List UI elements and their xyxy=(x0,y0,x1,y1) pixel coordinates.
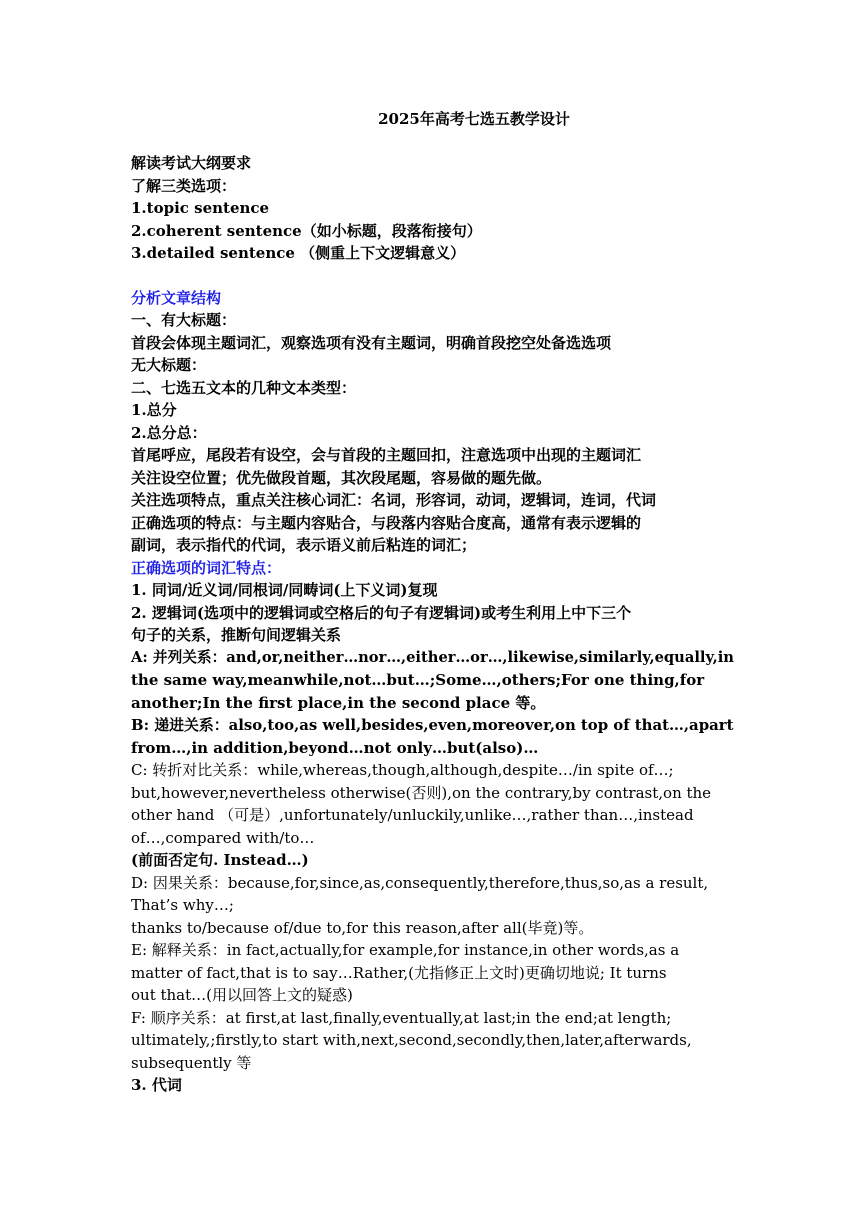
relation-f-line: ultimately,;firstly,to start with,next,second,secondly,then,later,afterwards, xyxy=(131,1031,692,1049)
relation-c-line: of…,compared with/to… xyxy=(131,828,315,847)
relation-e-line: matter of fact,that is to say…Rather,(尤指修正上文时)更确切地说; It turns xyxy=(131,963,667,982)
text-line: 二、七选五文本的几种文本类型： xyxy=(131,378,357,397)
relation-d-line xyxy=(131,872,731,895)
relation-e-line xyxy=(131,939,731,962)
text-line: 2. 逻辑词(选项中的逻辑词或空格后的句子有逻辑词)或考生利用上中下三个 xyxy=(131,603,632,622)
text-line: 1.topic sentence xyxy=(131,199,270,217)
blank-line xyxy=(131,265,731,287)
text-line: 了解三类选项： xyxy=(131,176,237,195)
relation-a-text: and,or,neither…nor…,either…or…,likewise,similarly,equally,in xyxy=(226,648,734,666)
document-title: 2025年高考七选五教学设计 xyxy=(378,110,570,128)
relation-c-line xyxy=(131,759,731,782)
relation-b-line: from…,in addition,beyond…not only…but(also)… xyxy=(131,738,539,757)
relation-c-text: while,whereas,though,although,despite…/in spite of…; xyxy=(257,761,674,779)
relation-d-text: because,for,since,as,consequently,therefore,thus,so,as a result, xyxy=(227,873,709,892)
text-line: 正确选项的特点：与主题内容贴合，与段落内容贴合度高，通常有表示逻辑的 xyxy=(131,513,642,532)
relation-d-label: D: 因果关系： xyxy=(131,873,228,892)
relation-e-label: E: 解释关系： xyxy=(131,941,227,959)
document-body xyxy=(131,152,734,1097)
text-line: 1. 同词/近义词/同根词/同畴词(上下义词)复现 xyxy=(131,581,438,599)
text-line: 2.总分总： xyxy=(131,423,207,442)
heading-structure: 分析文章结构 xyxy=(131,288,222,307)
text-line: 3.detailed sentence （侧重上下文逻辑意义） xyxy=(131,244,466,262)
relation-e-line: out that…(用以回答上文的疑惑) xyxy=(131,986,353,1004)
relation-b-text: also,too,as well,besides,even,moreover,on top of that…,apart xyxy=(228,716,734,734)
relation-c-note: (前面否定句. Instead…) xyxy=(131,851,309,869)
relation-c-label: C: 转折对比关系： xyxy=(131,761,258,779)
text-line: 一、有大标题： xyxy=(131,311,237,329)
text-line: 首段会体现主题词汇，观察选项有没有主题词，明确首段挖空处备选选项 xyxy=(131,333,612,352)
text-line: 1.总分 xyxy=(131,401,177,419)
relation-f-text: at first,at last,finally,eventually,at last;in the end;at length; xyxy=(225,1008,672,1027)
relation-a-line xyxy=(131,647,734,670)
relation-a-line: the same way,meanwhile,not…but…;Some…,others;For one thing,for xyxy=(131,671,705,689)
text-line: 关注设空位置；优先做段首题，其次段尾题，容易做的题先做。 xyxy=(131,468,552,487)
text-line: 关注选项特点，重点关注核心词汇：名词，形容词，动词，逻辑词，连词，代词 xyxy=(131,491,657,509)
heading-pronouns: 3. 代词 xyxy=(131,1076,182,1094)
text-line: 无大标题： xyxy=(131,356,207,374)
text-line: 副词，表示指代的代词，表示语义前后粘连的词汇； xyxy=(131,536,477,554)
relation-e-text: in fact,actually,for example,for instance,in other words,as a xyxy=(226,941,680,959)
relation-f-label: F: 顺序关系： xyxy=(131,1008,226,1027)
relation-b-label: B: 递进关系： xyxy=(131,716,229,734)
relation-b-line xyxy=(131,714,734,737)
text-line: 2.coherent sentence（如小标题，段落衔接句） xyxy=(131,221,482,240)
relation-f-line: subsequently 等 xyxy=(131,1053,252,1072)
text-line: 首尾呼应，尾段若有设空，会与首段的主题回扣，注意选项中出现的主题词汇 xyxy=(131,446,642,464)
relation-a-label: A: 并列关系： xyxy=(131,648,227,666)
relation-f-line xyxy=(131,1007,731,1030)
heading-vocab-features: 正确选项的词汇特点： xyxy=(131,558,282,577)
heading-exam-outline: 解读考试大纲要求 xyxy=(131,154,252,172)
relation-c-line: but,however,nevertheless otherwise(否则),on the contrary,by contrast,on the xyxy=(131,783,712,802)
relation-d-line: thanks to/because of/due to,for this reason,after all(毕竟)等。 xyxy=(131,918,594,937)
relation-a-line: another;In the first place,in the second place 等。 xyxy=(131,693,546,712)
text-line: 句子的关系，推断句间逻辑关系 xyxy=(131,626,342,644)
relation-c-line: other hand （可是）,unfortunately/unluckily,unlike…,rather than…,instead xyxy=(131,806,694,824)
relation-d-line: That’s why…; xyxy=(131,896,234,914)
